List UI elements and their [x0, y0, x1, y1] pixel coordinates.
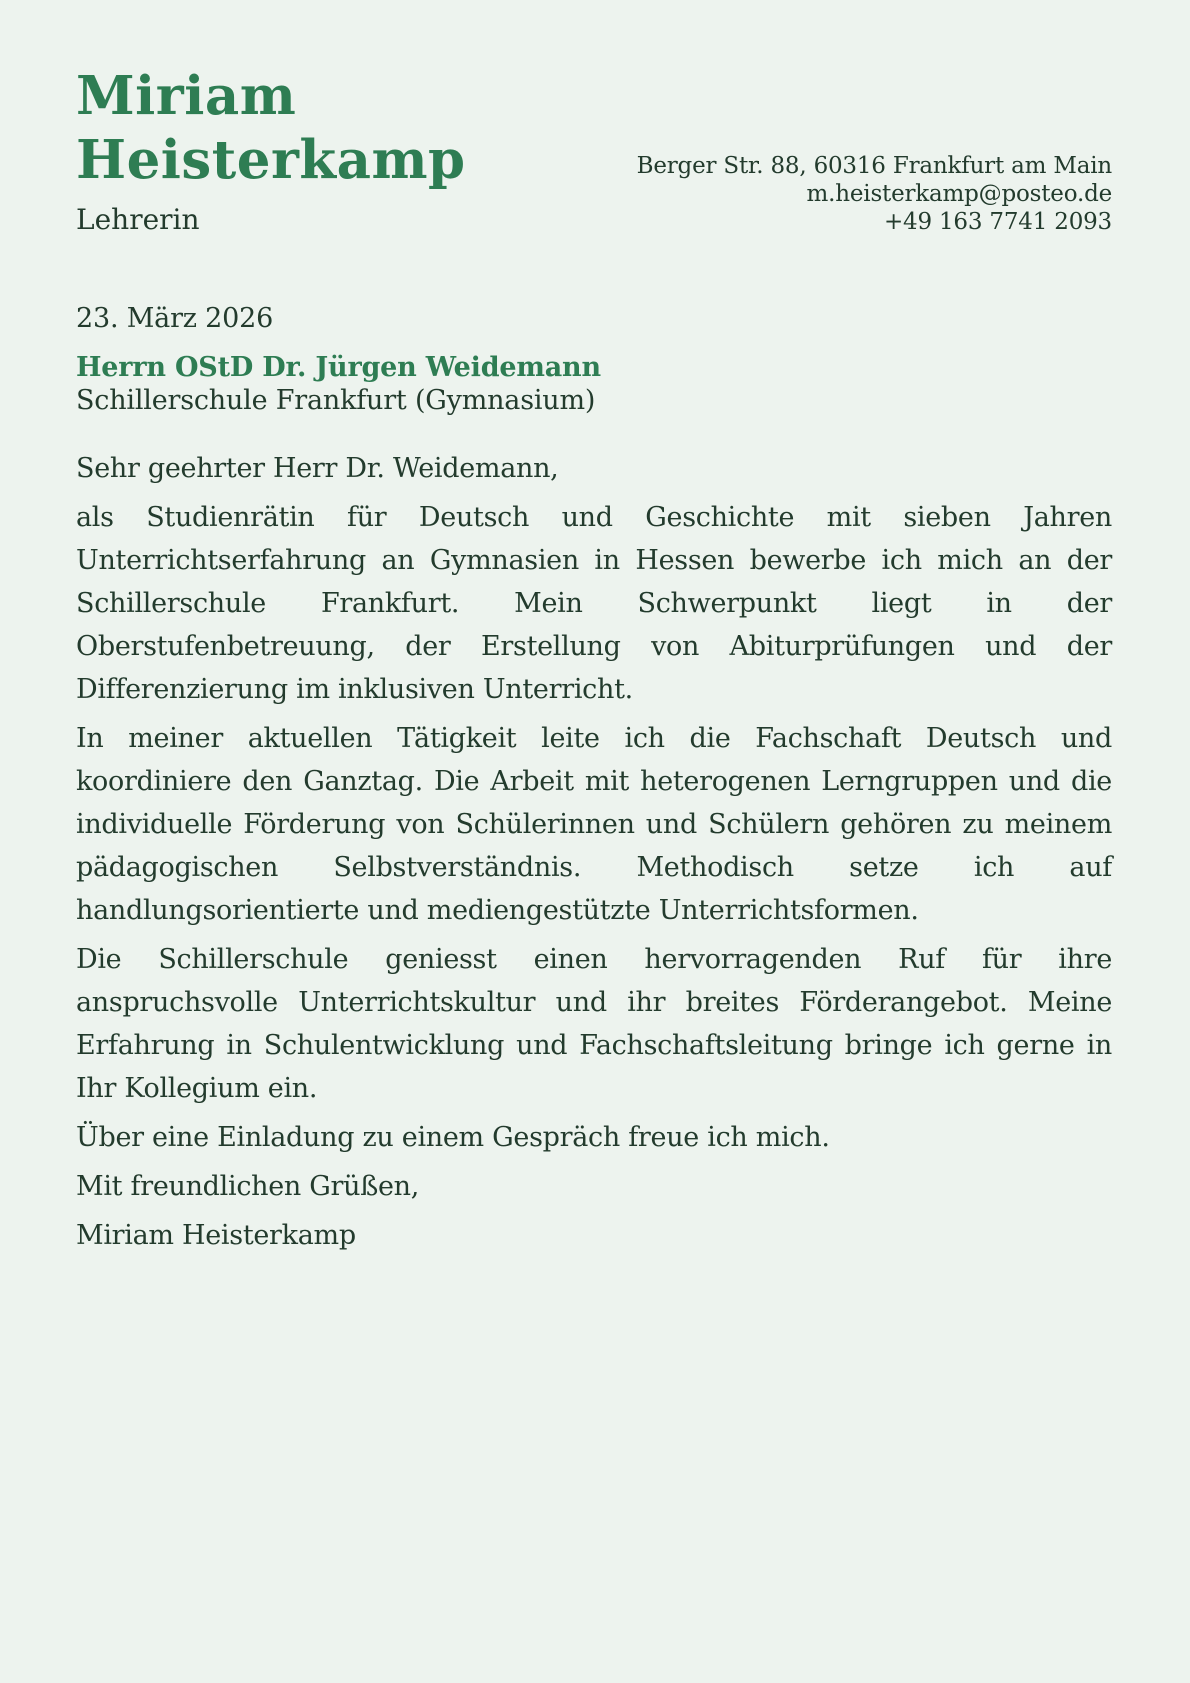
- body-paragraph-2: In meiner aktuellen Tätigkeit leite ich die Fachschaft Deutsch und koordiniere den Ganztag. Die Arbeit mit heterogenen Lerngruppen und die individuelle Förderung von Schülerinnen und Schülern gehören zu meinem pädagogischen Selbstverständnis. Methodisch setze ich auf handlungsorientierte und mediengestützte Unterrichtsformen.: [76, 723, 1112, 926]
- contact-email: m.heisterkamp@posteo.de: [806, 181, 1112, 207]
- sender-name-line2: Heisterkamp: [76, 129, 466, 191]
- letter-text: [76, 447, 1112, 1257]
- salutation: Sehr geehrter Herr Dr. Weidemann,: [76, 453, 559, 484]
- letter-main: [76, 302, 1112, 1257]
- recipient-name: Herrn OStD Dr. Jürgen Weidemann: [76, 352, 601, 383]
- letter-date: 23. März 2026: [76, 303, 274, 334]
- recipient-block: [76, 351, 1112, 417]
- signature-name: Miriam Heisterkamp: [76, 1220, 356, 1251]
- sender-name-line1: Miriam: [76, 65, 297, 127]
- contact-address: Berger Str. 88, 60316 Frankfurt am Main: [636, 153, 1112, 179]
- letter-header: [76, 64, 1112, 236]
- recipient-organization: Schillerschule Frankfurt (Gymnasium): [76, 385, 596, 416]
- sender-identity: [76, 64, 466, 236]
- signoff-line: Mit freundlichen Grüßen,: [76, 1171, 420, 1202]
- body-paragraph-1: als Studienrätin für Deutsch und Geschichte mit sieben Jahren Unterrichtserfahrung an Gymnasien in Hessen bewerbe ich mich an der Schillerschule Frankfurt. Mein Schwerpunkt liegt in der Oberstufenbetreuung, der Erstellung von Abiturprüfungen und der Differenzierung im inklusiven Unterricht.: [76, 502, 1112, 705]
- sender-contact-block: [637, 152, 1112, 236]
- body-paragraph-3: Die Schillerschule geniesst einen hervorragenden Ruf für ihre anspruchsvolle Unterrichtskultur und ihr breites Förderangebot. Meine Erfahrung in Schulentwicklung und Fachschaftsleitung bringe ich gerne in Ihr Kollegium ein.: [76, 944, 1112, 1104]
- sender-name: [76, 64, 466, 192]
- closing-line: Über eine Einladung zu einem Gespräch freue ich mich.: [76, 1122, 830, 1153]
- contact-phone: +49 163 7741 2093: [883, 209, 1112, 235]
- sender-role: Lehrerin: [76, 203, 200, 236]
